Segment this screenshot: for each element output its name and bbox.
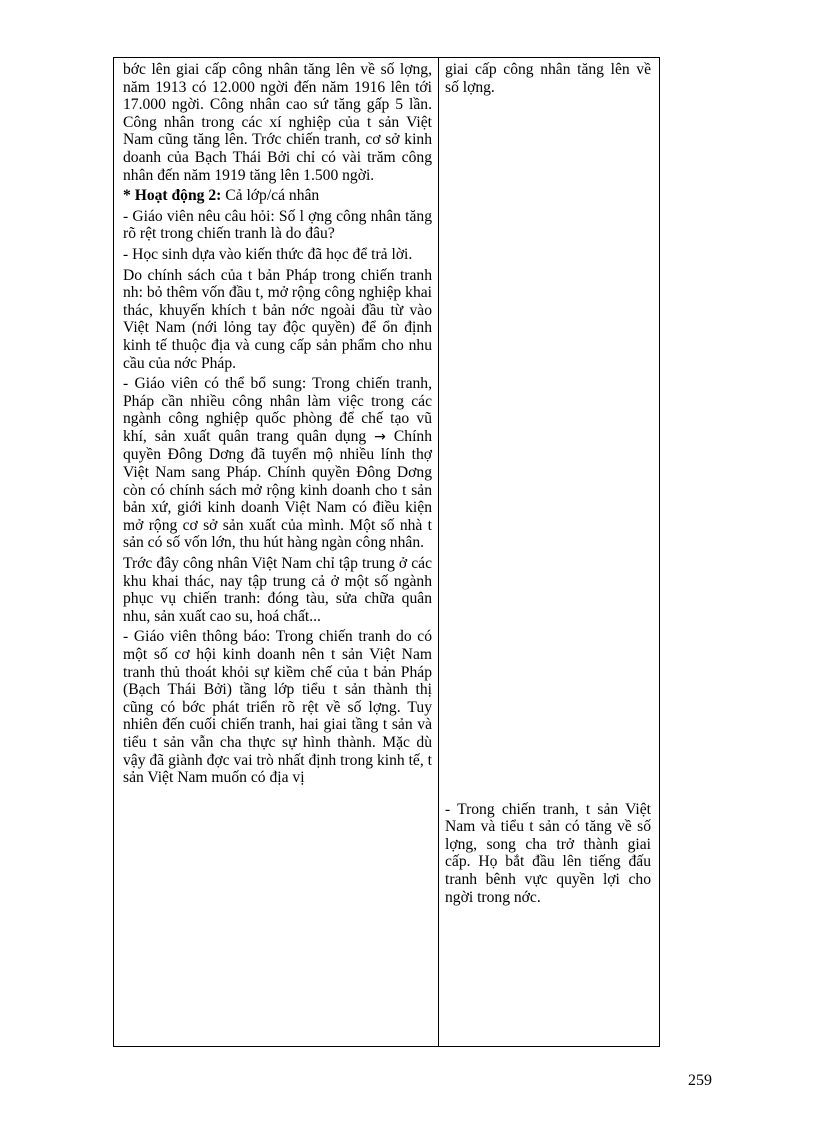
key-points-cell [439,58,660,1047]
page-number: 259 [688,1072,712,1089]
paragraph-worker-growth: bớc lên giai cấp công nhân tăng lên về số lợng, năm 1913 có 12.000 ngời đến năm 1916 lên tới 17.000 ngời. Công nhân cao sứ tăng gấp 5 lần. Công nhân trong các xí nghiệp của t sản Việt Nam cũng tăng lên. Trớc chiến tranh, cơ sở kinh doanh của Bạch Thái Bởi chỉ có vài trăm công nhân đến năm 1919 tăng lên 1.500 ngời. [123,61,432,184]
paragraph-student-answer: - Học sinh dựa vào kiến thức đã học để trả lời. [123,245,413,263]
paragraph-french-policy: Do chính sách của t bản Pháp trong chiến tranh nh: bỏ thêm vốn đầu t, mở rộng công nghiệp khai thác, khuyến khích t bản nớc ngoài đầu từ vào Việt Nam (nới lỏng tay độc quyền) để ổn định kinh tế thuộc địa và cung cấp sản phẩm cho nhu cầu của nớc Pháp. [123,266,432,372]
key-point-bourgeoisie: - Trong chiến tranh, t sản Việt Nam và tiểu t sản có tăng về số lợng, song cha trở thành giai cấp. Họ bắt đầu lên tiếng đấu tranh bênh vực quyền lợi cho ngời trong nớc. [445,800,651,906]
paragraph-teacher-supplement [123,375,432,552]
supplement-text-a: - Giáo viên có thể bổ sung: Trong chiến tranh, Pháp cần nhiều công nhân làm việc trong các ngành công nghiệp quốc phòng để chế tạo vũ khí, sản xuất quân trang quân dụng [123,375,432,445]
arrow-right-icon: → [374,428,386,445]
activity-2-heading: * Hoạt động 2: [123,187,222,205]
activity-2-mode: Cả lớp/cá nhân [221,187,320,205]
paragraph-teacher-notice: - Giáo viên thông báo: Trong chiến tranh do có một số cơ hội kinh doanh nên t sản Việt Nam tranh thủ thoát khỏi sự kiềm chế của t bản Pháp (Bạch Thái Bởi) tầng lớp tiểu t sản thành thị cũng có bớc phát triển rõ rệt về số lợng. Tuy nhiên đến cuối chiến tranh, hai giai tầng t sản và tiểu t sản vẫn cha thực sự hình thành. Mặc dù vậy đã giành đợc vai trò nhất định trong kinh tế, t sản Việt Nam muốn có địa vị [123,628,432,787]
paragraph-workers-location: Trớc đây công nhân Việt Nam chỉ tập trung ở các khu khai thác, nay tập trung cả ở một số ngành phục vụ chiến tranh: đóng tàu, sửa chữa quân nhu, sản xuất cao su, hoá chất... [123,555,432,625]
key-point-workers: giai cấp công nhân tăng lên về số lợng. [445,61,651,96]
table-row [114,58,660,1047]
activity-2-line [123,187,432,205]
paragraph-teacher-question: - Giáo viên nêu câu hỏi: Số l ợng công nhân tăng rõ rệt trong chiến tranh là do đâu? [123,207,432,243]
teacher-activities-cell [114,58,439,1047]
supplement-text-b: Chính quyền Đông Dơng đã tuyển mộ nhiều lính thợ Việt Nam sang Pháp. Chính quyền Đông Dơng còn có chính sách mở rộng kinh doanh cho t sản bản xứ, giới kinh doanh Việt Nam có điều kiện mở rộng cơ sở sản xuất của mình. Một số nhà t sản có số vốn lớn, thu hút hàng ngàn công nhân. [123,427,432,552]
content-table [113,57,660,1047]
